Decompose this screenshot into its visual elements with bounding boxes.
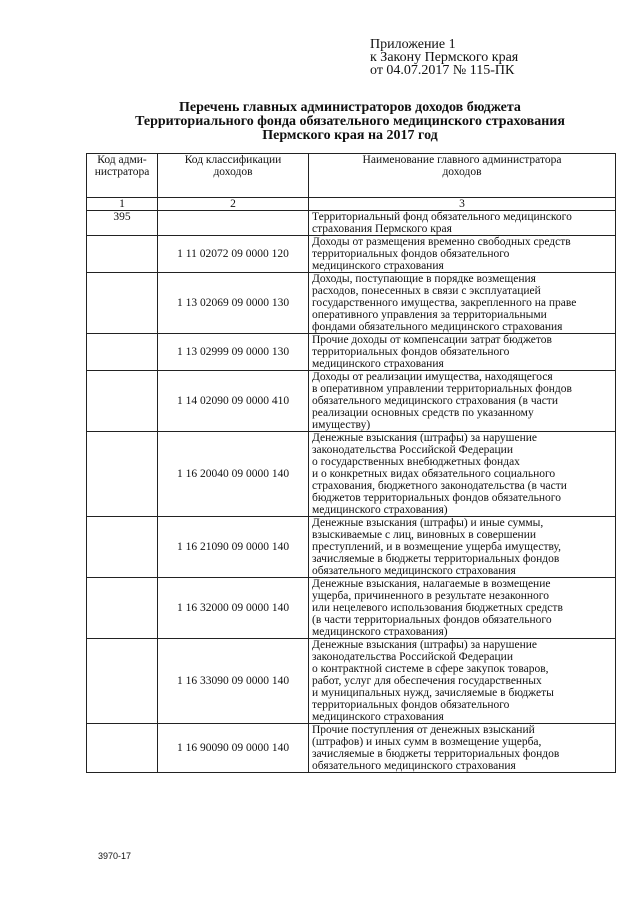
name-line: (в части территориальных фондов обязательного [312, 614, 552, 626]
name-line: о государственных внебюджетных фондах [312, 456, 520, 468]
classification-code-cell: 1 16 21090 09 0000 140 [158, 517, 309, 578]
classification-code-cell: 1 16 90090 09 0000 140 [158, 724, 309, 773]
table-row [87, 211, 616, 236]
admin-code-cell [87, 517, 158, 578]
name-line: в оперативном управлении территориальных фондов [312, 383, 572, 395]
title-line: Перечень главных администраторов доходов бюджета [179, 100, 521, 115]
name-line: медицинского страхования [312, 260, 444, 272]
name-line: Доходы от размещения временно свободных средств [312, 236, 571, 248]
name-line: законодательства Российской Федерации [312, 444, 513, 456]
name-line: взыскиваемые с лиц, виновных в совершении [312, 529, 537, 541]
administrator-name-cell [309, 334, 616, 371]
admin-code-cell [87, 724, 158, 773]
table-row [87, 432, 616, 517]
name-line: фондами обязательного медицинского страхования [312, 321, 563, 333]
header-admin-code: Код адми- нистратора [87, 154, 158, 198]
name-line: имуществу) [312, 419, 371, 431]
name-line: Денежные взыскания (штрафы) за нарушение [312, 432, 538, 444]
name-line: обязательного медицинского страхования (в части [312, 395, 558, 407]
column-number: 3 [309, 198, 616, 211]
name-line: зачисляемые в бюджеты территориальных фондов [312, 748, 560, 760]
table-row [87, 334, 616, 371]
name-line: медицинского страхования) [312, 626, 448, 638]
table-row [87, 639, 616, 724]
name-line: преступлений, и в возмещение ущерба имуществу, [312, 541, 562, 553]
administrator-name-cell [309, 639, 616, 724]
name-line: Денежные взыскания, налагаемые в возмещение [312, 578, 551, 590]
name-line: оперативного управления за территориальными [312, 309, 547, 321]
administrator-name-cell [309, 273, 616, 334]
name-line: расходов, понесенных в связи с эксплуатацией [312, 285, 541, 297]
name-line: зачисляемые в бюджеты территориальных фондов [312, 553, 560, 565]
administrator-name-cell [309, 236, 616, 273]
column-number-row [87, 198, 616, 211]
admin-code-cell [87, 371, 158, 432]
appendix-line: Приложение 1 [370, 37, 456, 52]
name-line: о контрактной системе в сфере закупок товаров, [312, 663, 549, 675]
appendix-line: от 04.07.2017 № 115-ПК [370, 63, 515, 78]
table-row [87, 236, 616, 273]
table-row [87, 273, 616, 334]
document-code: 3970-17 [98, 851, 132, 861]
name-line: реализации основных средств по указанному [312, 407, 534, 419]
name-line: медицинского страхования [312, 711, 444, 723]
name-line: и муниципальных нужд, зачисляемые в бюджеты [312, 687, 554, 699]
name-line: территориальных фондов обязательного [312, 346, 510, 358]
classification-code-cell: 1 13 02069 09 0000 130 [158, 273, 309, 334]
name-line: страхования Пермского края [312, 223, 452, 235]
name-line: работ, услуг для обеспечения государственных [312, 675, 542, 687]
name-line: Прочие поступления от денежных взысканий [312, 724, 535, 736]
administrator-name-cell [309, 371, 616, 432]
name-line: обязательного медицинского страхования [312, 760, 516, 772]
header-classification-code: Код классификации доходов [158, 154, 309, 198]
title-line: Территориального фонда обязательного медицинского страхования [135, 114, 565, 129]
classification-code-cell: 1 16 32000 09 0000 140 [158, 578, 309, 639]
name-line: Прочие доходы от компенсации затрат бюджетов [312, 334, 552, 346]
administrator-name-cell [309, 432, 616, 517]
admin-code-cell [87, 236, 158, 273]
classification-code-cell: 1 16 33090 09 0000 140 [158, 639, 309, 724]
name-line: или нецелевого использования бюджетных средств [312, 602, 563, 614]
name-line: ущерба, причиненного в результате незаконного [312, 590, 549, 602]
name-line: территориальных фондов обязательного [312, 699, 510, 711]
name-line: страхования, бюджетного законодательства (в части [312, 480, 567, 492]
administrator-name-cell [309, 211, 616, 236]
name-line: Денежные взыскания (штрафы) за нарушение [312, 639, 538, 651]
administrator-name-cell [309, 578, 616, 639]
column-number: 2 [158, 198, 309, 211]
title-line: Пермского края на 2017 год [262, 128, 438, 143]
name-line: обязательного медицинского страхования [312, 565, 516, 577]
administrator-name-cell [309, 517, 616, 578]
admin-code-cell [87, 578, 158, 639]
name-line: и о конкретных видах обязательного социального [312, 468, 556, 480]
header-administrator-name: Наименование главного администратора доходов [309, 154, 616, 198]
name-line: государственного имущества, закрепленного на праве [312, 297, 577, 309]
name-line: Территориальный фонд обязательного медицинского [312, 211, 572, 223]
administrator-name-cell [309, 724, 616, 773]
name-line: (штрафов) и иных сумм в возмещение ущерба, [312, 736, 542, 748]
classification-code-cell: 1 13 02999 09 0000 130 [158, 334, 309, 371]
appendix-note [370, 38, 518, 77]
name-line: медицинского страхования) [312, 504, 448, 516]
table-row [87, 371, 616, 432]
name-line: Денежные взыскания (штрафы) и иные суммы, [312, 517, 544, 529]
document-title [100, 101, 600, 143]
classification-code-cell: 1 16 20040 09 0000 140 [158, 432, 309, 517]
admin-code-cell [87, 334, 158, 371]
table-header-row [87, 154, 616, 198]
column-number: 1 [87, 198, 158, 211]
admin-code-cell: 395 [87, 211, 158, 236]
table-row [87, 578, 616, 639]
classification-code-cell: 1 11 02072 09 0000 120 [158, 236, 309, 273]
name-line: бюджетов территориальных фондов обязательного [312, 492, 561, 504]
table-row [87, 724, 616, 773]
table-row [87, 517, 616, 578]
name-line: территориальных фондов обязательного [312, 248, 510, 260]
classification-code-cell [158, 211, 309, 236]
name-line: Доходы, поступающие в порядке возмещения [312, 273, 536, 285]
admin-code-cell [87, 639, 158, 724]
name-line: Доходы от реализации имущества, находящегося [312, 371, 553, 383]
revenue-administrators-table [86, 153, 616, 773]
name-line: медицинского страхования [312, 358, 444, 370]
admin-code-cell [87, 273, 158, 334]
name-line: законодательства Российской Федерации [312, 651, 513, 663]
appendix-line: к Закону Пермского края [370, 50, 519, 65]
classification-code-cell: 1 14 02090 09 0000 410 [158, 371, 309, 432]
admin-code-cell [87, 432, 158, 517]
